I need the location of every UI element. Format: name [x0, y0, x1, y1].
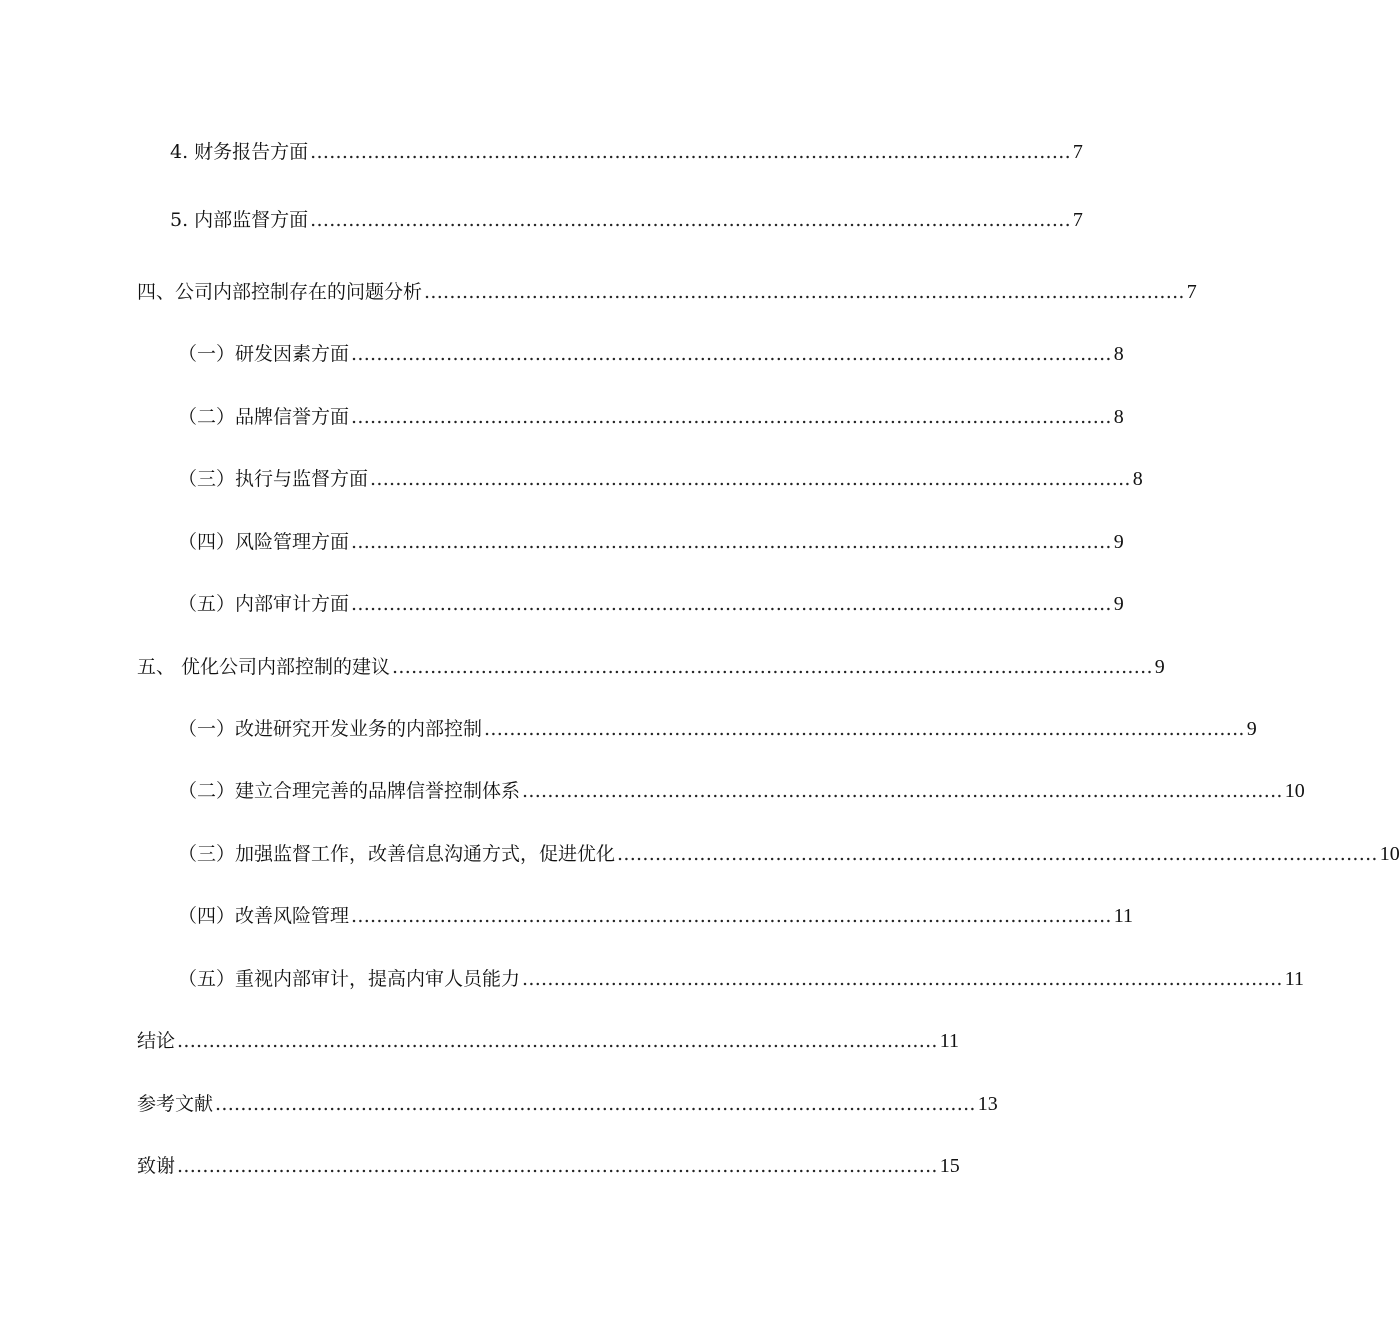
- toc-entry-title: （一）研发因素方面: [178, 343, 350, 365]
- dot-leader: ........................................................................................................................: [351, 406, 1112, 428]
- toc-page-number: 10: [1284, 780, 1305, 802]
- toc-page-number: 7: [1072, 209, 1083, 231]
- dot-leader: ........................................................................................................................: [522, 780, 1283, 802]
- toc-entry-title: 结论: [137, 1030, 176, 1052]
- toc-entry-5-sub-2[interactable]: [178, 777, 1305, 805]
- toc-page-number: 8: [1132, 468, 1143, 490]
- toc-page-number: 11: [1284, 968, 1305, 990]
- toc-entry-title: （三）加强监督工作，改善信息沟通方式，促进优化: [178, 843, 616, 865]
- dot-leader: ........................................................................................................................: [177, 1030, 938, 1052]
- toc-entry-section-4[interactable]: [137, 278, 1197, 306]
- toc-entry-title: （一）改进研究开发业务的内部控制: [178, 718, 483, 740]
- dot-leader: ........................................................................................................................: [484, 718, 1245, 740]
- dot-leader: ........................................................................................................................: [215, 1093, 976, 1115]
- toc-entry-title: （五）重视内部审计，提高内审人员能力: [178, 968, 521, 990]
- dot-leader: ........................................................................................................................: [351, 531, 1112, 553]
- toc-entry-4-sub-5[interactable]: [178, 590, 1124, 618]
- dot-leader: ........................................................................................................................: [310, 209, 1071, 231]
- dot-leader: ........................................................................................................................: [370, 468, 1131, 490]
- toc-entry-title: 参考文献: [137, 1093, 214, 1115]
- toc-page-number: 7: [1072, 141, 1083, 163]
- toc-page-number: 8: [1113, 406, 1124, 428]
- dot-leader: ........................................................................................................................: [392, 656, 1153, 678]
- toc-entry-5-sub-3[interactable]: [178, 840, 1400, 868]
- dot-leader: ........................................................................................................................: [351, 905, 1112, 927]
- dot-leader: ........................................................................................................................: [424, 281, 1185, 303]
- toc-entry-4-sub-4[interactable]: [178, 528, 1124, 556]
- dot-leader: ........................................................................................................................: [351, 343, 1112, 365]
- dot-leader: ........................................................................................................................: [617, 843, 1378, 865]
- dot-leader: ........................................................................................................................: [522, 968, 1283, 990]
- toc-entry-title: 致谢: [137, 1155, 176, 1177]
- toc-page-number: 11: [939, 1030, 960, 1052]
- toc-entry-title: 4. 财务报告方面: [170, 141, 309, 163]
- toc-page-number: 7: [1186, 281, 1197, 303]
- toc-entry-4-sub-2[interactable]: [178, 403, 1124, 431]
- toc-entry-4-2[interactable]: [170, 206, 1083, 234]
- toc-entry-section-5[interactable]: [137, 653, 1165, 681]
- toc-entry-title: 5. 内部监督方面: [170, 209, 309, 231]
- toc-entry-references[interactable]: [137, 1090, 998, 1118]
- toc-page-number: 9: [1113, 593, 1124, 615]
- toc-entry-5-sub-4[interactable]: [178, 902, 1134, 930]
- toc-page-number: 11: [1113, 905, 1134, 927]
- toc-page-number: 9: [1154, 656, 1165, 678]
- toc-page-number: 15: [939, 1155, 960, 1177]
- toc-entry-title: 五、 优化公司内部控制的建议: [137, 656, 391, 678]
- toc-page-number: 9: [1113, 531, 1124, 553]
- toc-entry-title: （二）建立合理完善的品牌信誉控制体系: [178, 780, 521, 802]
- toc-entry-title: （四）风险管理方面: [178, 531, 350, 553]
- toc-entry-title: （二）品牌信誉方面: [178, 406, 350, 428]
- toc-entry-conclusion[interactable]: [137, 1027, 960, 1055]
- toc-entry-4-sub-1[interactable]: [178, 340, 1124, 368]
- toc-page-number: 8: [1113, 343, 1124, 365]
- toc-entry-5-sub-1[interactable]: [178, 715, 1257, 743]
- toc-entry-5-sub-5[interactable]: [178, 965, 1305, 993]
- toc-entry-4-sub-3[interactable]: [178, 465, 1143, 493]
- dot-leader: ........................................................................................................................: [177, 1155, 938, 1177]
- dot-leader: ........................................................................................................................: [310, 141, 1071, 163]
- dot-leader: ........................................................................................................................: [351, 593, 1112, 615]
- toc-entry-4-1[interactable]: [170, 138, 1083, 166]
- toc-page-number: 13: [977, 1093, 998, 1115]
- toc-entry-title: （五）内部审计方面: [178, 593, 350, 615]
- toc-entry-title: 四、公司内部控制存在的问题分析: [137, 281, 423, 303]
- toc-entry-acknowledgements[interactable]: [137, 1152, 960, 1180]
- toc-page-number: 10: [1379, 843, 1400, 865]
- toc-entry-title: （四）改善风险管理: [178, 905, 350, 927]
- toc-entry-title: （三）执行与监督方面: [178, 468, 369, 490]
- toc-page-number: 9: [1246, 718, 1257, 740]
